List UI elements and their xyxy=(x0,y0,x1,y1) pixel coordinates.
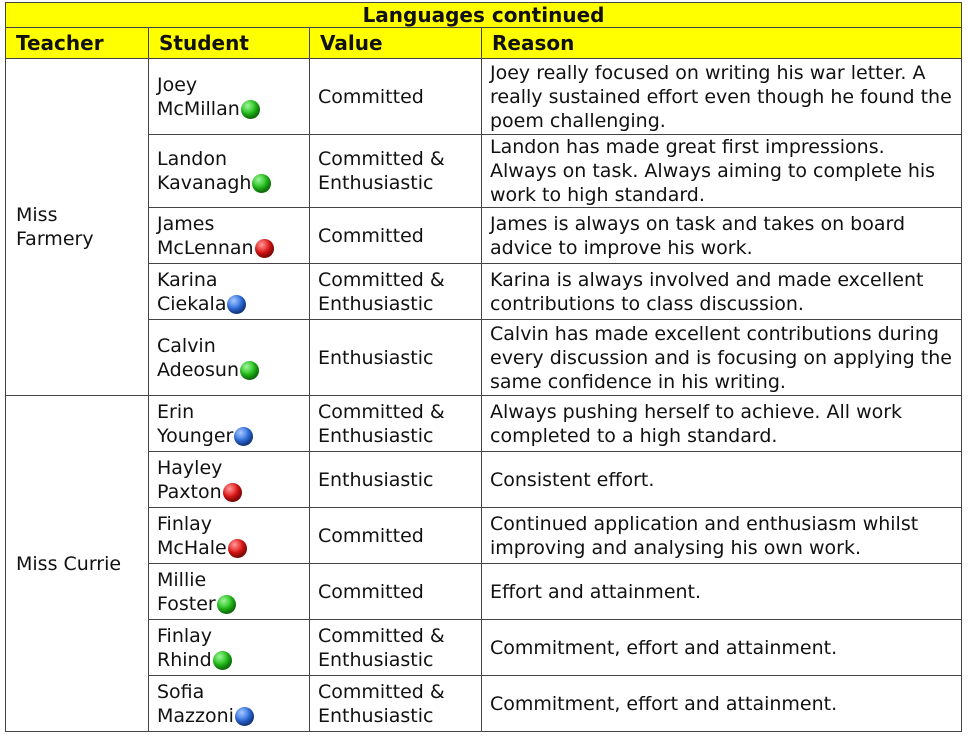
table-row xyxy=(6,135,962,208)
red-dot-icon xyxy=(255,239,274,258)
reason-text: Calvin has made excellent contributions during every discussion and is focusing on applying the same confidence in his writing. xyxy=(490,322,952,393)
student-last-name: Foster xyxy=(157,592,216,615)
reason-cell xyxy=(482,396,962,452)
student-first-name: Joey xyxy=(157,73,198,96)
value-text: Enthusiastic xyxy=(318,648,434,671)
student-last-name: Younger xyxy=(157,424,234,447)
value-text: Committed & xyxy=(318,268,445,291)
reason-cell xyxy=(482,59,962,135)
value-text: Committed xyxy=(318,224,424,247)
student-cell xyxy=(149,264,310,320)
blue-dot-icon xyxy=(234,427,253,446)
header-row xyxy=(6,28,962,59)
value-cell xyxy=(310,396,482,452)
student-first-name: Sofia xyxy=(157,680,205,703)
reason-cell xyxy=(482,264,962,320)
table-row xyxy=(6,320,962,396)
value-text: Enthusiastic xyxy=(318,172,434,194)
green-dot-icon xyxy=(241,100,260,119)
student-last-name: Adeosun xyxy=(157,358,240,381)
value-text: Enthusiastic xyxy=(318,292,434,315)
green-dot-icon xyxy=(252,174,271,193)
value-text: Enthusiastic xyxy=(318,424,434,447)
student-cell xyxy=(149,676,310,732)
value-text: Enthusiastic xyxy=(318,704,434,727)
header-reason: Reason xyxy=(482,28,962,59)
value-text: Committed & xyxy=(318,624,445,647)
student-first-name: Landon xyxy=(157,148,227,170)
reason-cell xyxy=(482,452,962,508)
value-text: Committed & xyxy=(318,680,445,703)
table-row xyxy=(6,620,962,676)
red-dot-icon xyxy=(228,539,247,558)
student-first-name: James xyxy=(157,212,215,235)
student-last-name: Mazzoni xyxy=(157,704,234,727)
value-text: Committed xyxy=(318,580,424,603)
reason-cell xyxy=(482,620,962,676)
table-row xyxy=(6,264,962,320)
header-value: Value xyxy=(310,28,482,59)
reason-text: Commitment, effort and attainment. xyxy=(490,636,838,659)
teacher-cell xyxy=(6,396,149,732)
student-last-name: Paxton xyxy=(157,480,222,503)
value-cell xyxy=(310,208,482,264)
table-row xyxy=(6,564,962,620)
table-title: Languages continued xyxy=(6,3,962,28)
student-cell xyxy=(149,208,310,264)
reason-cell xyxy=(482,564,962,620)
reason-text: Always pushing herself to achieve. All work completed to a high standard. xyxy=(490,400,903,447)
value-cell xyxy=(310,676,482,732)
value-cell xyxy=(310,620,482,676)
table-row xyxy=(6,396,962,452)
teacher-name: Farmery xyxy=(16,228,94,250)
reason-cell xyxy=(482,208,962,264)
student-last-name: Rhind xyxy=(157,648,212,671)
reason-cell xyxy=(482,508,962,564)
student-cell xyxy=(149,135,310,208)
blue-dot-icon xyxy=(227,295,246,314)
red-dot-icon xyxy=(223,483,242,502)
student-last-name: Ciekala xyxy=(157,292,227,315)
reason-cell xyxy=(482,320,962,396)
reason-text: Commitment, effort and attainment. xyxy=(490,692,838,715)
value-text: Enthusiastic xyxy=(318,468,434,491)
student-cell xyxy=(149,396,310,452)
value-cell xyxy=(310,59,482,135)
blue-dot-icon xyxy=(235,707,254,726)
student-last-name: Kavanagh xyxy=(157,172,252,194)
teacher-name: Miss Currie xyxy=(16,552,122,575)
student-first-name: Hayley xyxy=(157,456,223,479)
reason-text: Joey really focused on writing his war letter. A really sustained effort even though he found the poem challenging. xyxy=(490,61,952,132)
teacher-name: Miss xyxy=(16,204,58,226)
reason-cell xyxy=(482,676,962,732)
student-cell xyxy=(149,452,310,508)
value-cell xyxy=(310,320,482,396)
reason-text: Karina is always involved and made excellent contributions to class discussion. xyxy=(490,268,924,315)
title-row xyxy=(6,3,962,28)
green-dot-icon xyxy=(240,361,259,380)
student-first-name: Finlay xyxy=(157,624,213,647)
student-cell xyxy=(149,620,310,676)
student-first-name: Finlay xyxy=(157,512,213,535)
reason-text: Consistent effort. xyxy=(490,468,655,491)
header-student: Student xyxy=(149,28,310,59)
value-text: Committed & xyxy=(318,400,445,423)
value-text: Committed & xyxy=(318,148,445,170)
value-text: Committed xyxy=(318,85,424,108)
student-cell xyxy=(149,59,310,135)
value-text: Committed xyxy=(318,524,424,547)
student-first-name: Calvin xyxy=(157,334,216,357)
header-teacher: Teacher xyxy=(6,28,149,59)
student-cell xyxy=(149,320,310,396)
table-row xyxy=(6,59,962,135)
table-row xyxy=(6,508,962,564)
value-cell xyxy=(310,452,482,508)
reason-text: Continued application and enthusiasm whilst improving and analysing his own work. xyxy=(490,512,919,559)
table-row xyxy=(6,452,962,508)
table-row xyxy=(6,676,962,732)
value-text: Enthusiastic xyxy=(318,346,434,369)
reason-text: James is always on task and takes on board advice to improve his work. xyxy=(490,212,906,259)
student-last-name: McLennan xyxy=(157,236,254,259)
student-first-name: Erin xyxy=(157,400,195,423)
student-first-name: Millie xyxy=(157,568,207,591)
student-last-name: McHale xyxy=(157,536,227,559)
green-dot-icon xyxy=(217,595,236,614)
value-cell xyxy=(310,135,482,208)
student-cell xyxy=(149,508,310,564)
student-last-name: McMillan xyxy=(157,97,240,120)
value-cell xyxy=(310,508,482,564)
reason-cell xyxy=(482,135,962,208)
reason-text: Landon has made great first impressions. Always on task. Always aiming to complete his work to high standard. xyxy=(490,136,936,206)
reason-text: Effort and attainment. xyxy=(490,580,702,603)
green-dot-icon xyxy=(213,651,232,670)
student-cell xyxy=(149,564,310,620)
value-cell xyxy=(310,264,482,320)
table-row xyxy=(6,208,962,264)
value-cell xyxy=(310,564,482,620)
student-first-name: Karina xyxy=(157,268,218,291)
languages-table xyxy=(5,2,962,732)
teacher-cell xyxy=(6,59,149,396)
